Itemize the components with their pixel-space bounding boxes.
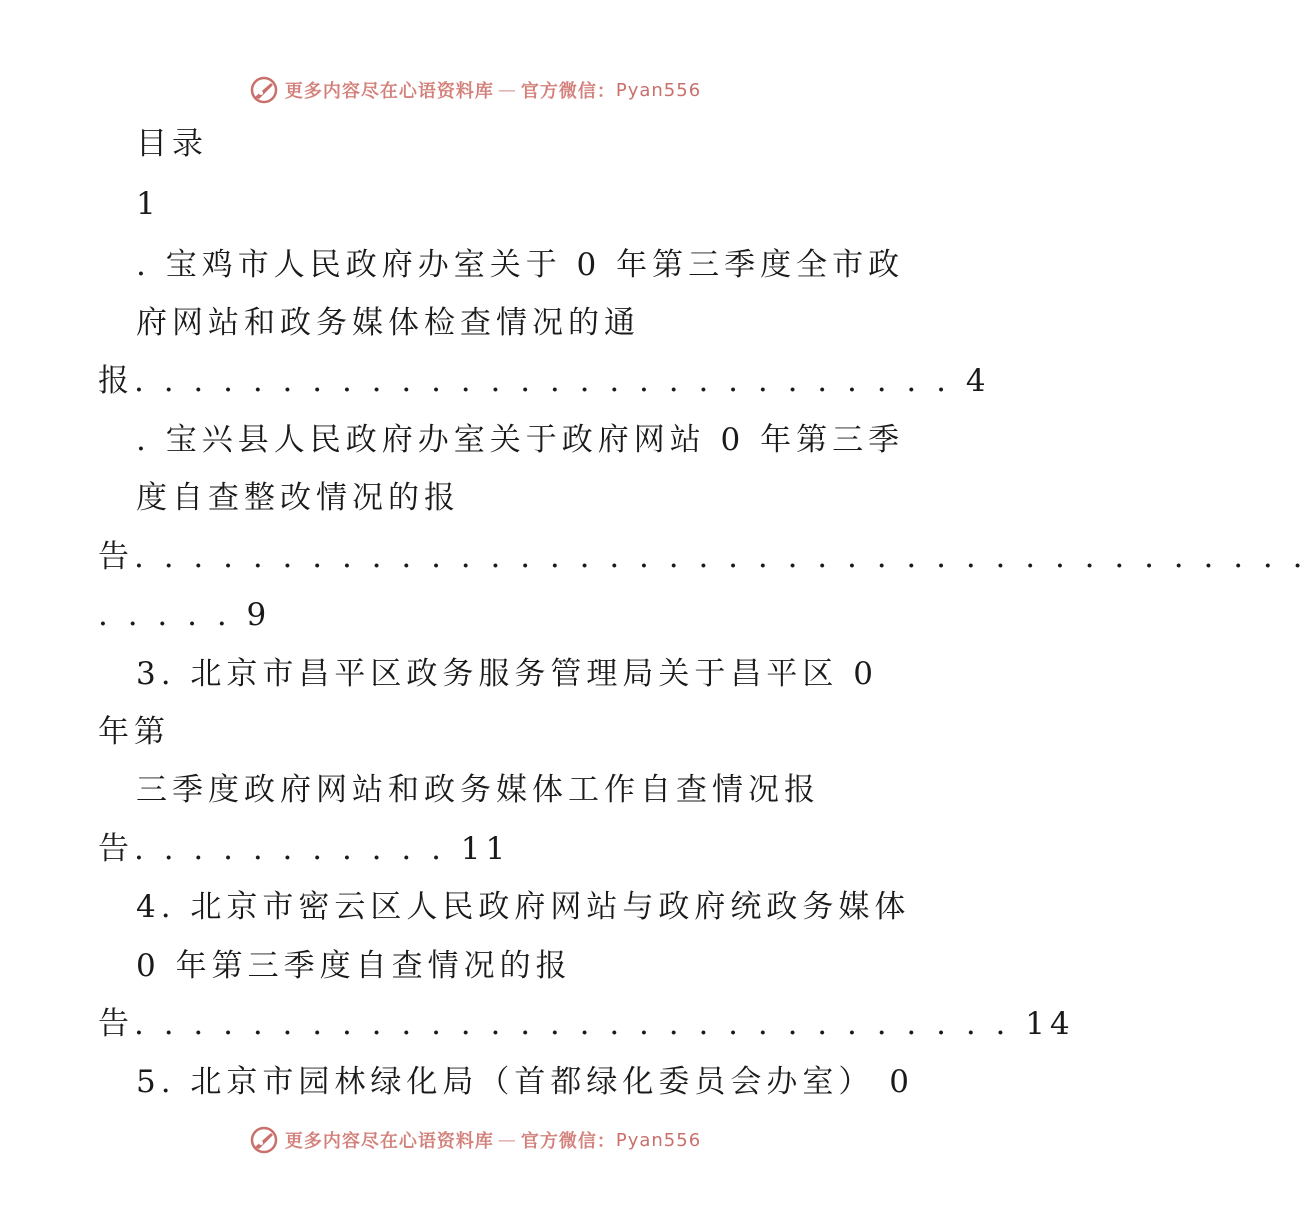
watermark-separator: — [497,1129,517,1151]
toc-line: . 宝鸡市人民政府办室关于 0 年第三季度全市政 [136,247,905,283]
toc-line: 告. . . . . . . . . . . . . . . . . . . . . . . . . . . . . . . . . . . . . . . . [98,539,1307,575]
toc-line: 5. 北京市园林绿化局（首都绿化委员会办室） 0 [136,1064,915,1100]
toc-line: . 宝兴县人民政府办室关于政府网站 0 年第三季 [136,422,905,458]
watermark-footer [0,1120,950,1160]
watermark-id: Pyan556 [615,1129,702,1151]
toc-line: 4. 北京市密云区人民政府网站与政府统政务媒体 [136,889,911,925]
toc-line: 告. . . . . . . . . . . 11 [98,831,511,867]
toc-line: 告. . . . . . . . . . . . . . . . . . . . . . . . . . . . . . 14 [98,1006,1075,1042]
toc-line: 度自查整改情况的报 [136,480,460,516]
quill-logo-icon [249,75,279,105]
toc-line: 年第 [98,714,170,750]
toc-line: 报. . . . . . . . . . . . . . . . . . . . . . . . . . . . 4 [98,363,991,399]
watermark-text: 更多内容尽在心语资料库 [284,1131,494,1152]
watermark-header [0,70,950,110]
watermark-label: 官方微信： [520,81,616,102]
quill-logo-icon [249,1125,279,1155]
watermark-label: 官方微信： [520,1131,616,1152]
watermark-separator: — [497,79,517,101]
toc-line: 3. 北京市昌平区政务服务管理局关于昌平区 0 [136,656,879,692]
toc-line: . . . . . 9 [98,597,272,633]
toc-title: 目录 [136,126,208,162]
watermark-id: Pyan556 [615,79,702,101]
toc-line: 府网站和政务媒体检查情况的通 [136,305,640,341]
toc-line: 0 年第三季度自查情况的报 [136,948,572,984]
watermark-text: 更多内容尽在心语资料库 [284,81,494,102]
toc-line: 三季度政府网站和政务媒体工作自查情况报 [136,772,820,808]
toc-line: 1 [136,186,161,222]
